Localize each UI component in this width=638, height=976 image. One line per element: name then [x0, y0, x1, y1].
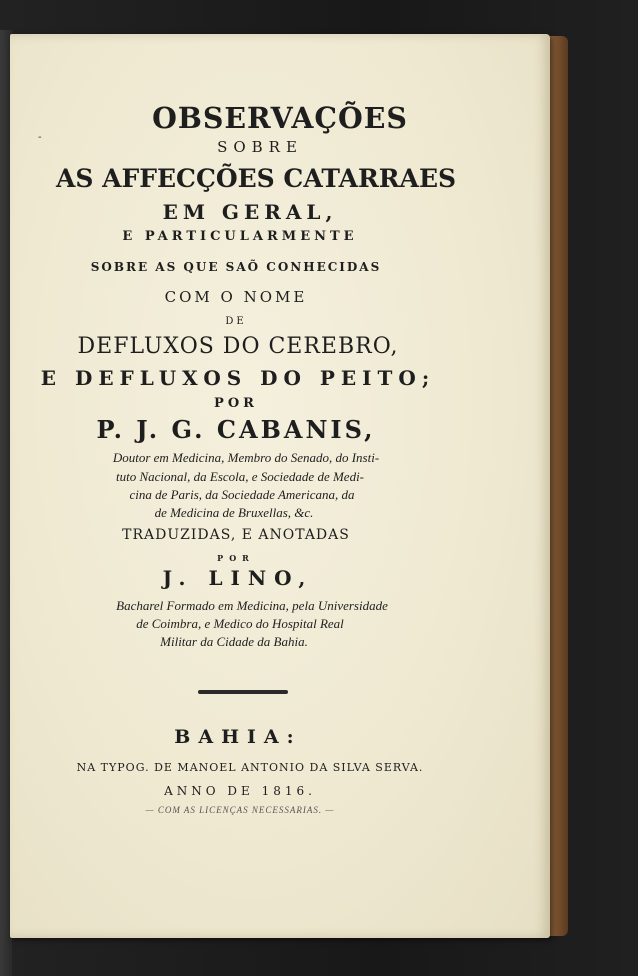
- translator-desc-2: de Coimbra, e Medico do Hospital Real: [136, 616, 344, 631]
- title-por: POR: [214, 396, 258, 411]
- author-desc-1: Doutor em Medicina, Membro do Senado, do Insti-: [112, 450, 380, 465]
- title-observacoes: OBSERVAÇÕES: [152, 101, 408, 135]
- title-affeccoes: AS AFFECÇÕES CATARRAES: [55, 164, 457, 193]
- stray-mark: -: [38, 132, 42, 143]
- author-desc-4: de Medicina de Bruxellas, &c.: [154, 505, 314, 520]
- title-conhecidas: SOBRE AS QUE SAÕ CONHECIDAS: [90, 260, 382, 274]
- translator-heading: TRADUZIDAS, E ANOTADAS: [122, 527, 350, 543]
- title-peito: E DEFLUXOS DO PEITO;: [40, 366, 436, 390]
- title-sobre: SOBRE: [217, 138, 303, 156]
- author-name: P. J. G. CABANIS,: [96, 415, 376, 444]
- imprint-year: ANNO DE 1816.: [164, 784, 316, 798]
- translator-por: POR: [217, 553, 255, 563]
- title-particularmente: E PARTICULARMENTE: [122, 229, 358, 244]
- translator-desc-3: Militar da Cidade da Bahia.: [160, 634, 308, 649]
- translator-name: J. LINO,: [162, 566, 314, 590]
- title-em-geral: EM GERAL,: [162, 200, 338, 224]
- author-desc-2: tuto Nacional, da Escola, e Sociedade de Medi-: [115, 469, 365, 484]
- ornamental-rule: [198, 690, 288, 694]
- translator-desc-1: Bacharel Formado em Medicina, pela Universidade: [116, 598, 388, 613]
- imprint-city: BAHIA:: [174, 726, 302, 748]
- imprint-license: — COM AS LICENÇAS NECESSARIAS. —: [145, 805, 335, 815]
- title-page: [10, 34, 550, 938]
- title-de: DE: [225, 316, 247, 327]
- title-com-o-nome: COM O NOME: [164, 288, 308, 306]
- title-cerebro: DEFLUXOS DO CEREBRO,: [77, 334, 399, 359]
- imprint-printer: NA TYPOG. DE MANOEL ANTONIO DA SILVA SERVA.: [76, 761, 424, 774]
- author-desc-3: cina de Paris, da Sociedade Americana, da: [129, 487, 355, 502]
